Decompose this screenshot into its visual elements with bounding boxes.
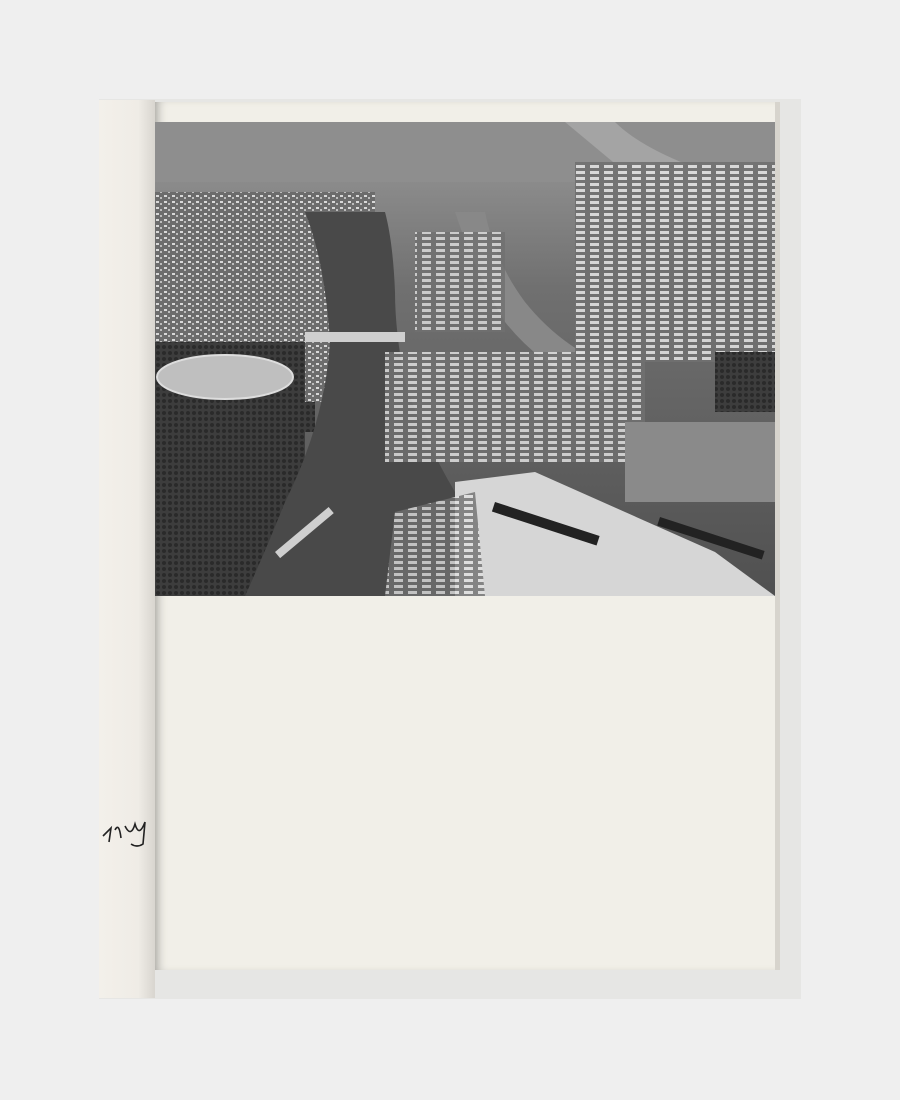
aerial-photo bbox=[155, 122, 775, 596]
right-page bbox=[155, 102, 775, 970]
signature-icon bbox=[101, 808, 153, 848]
page-edge bbox=[775, 102, 780, 970]
aerial-port-image bbox=[155, 122, 775, 596]
left-facing-page bbox=[99, 100, 155, 998]
